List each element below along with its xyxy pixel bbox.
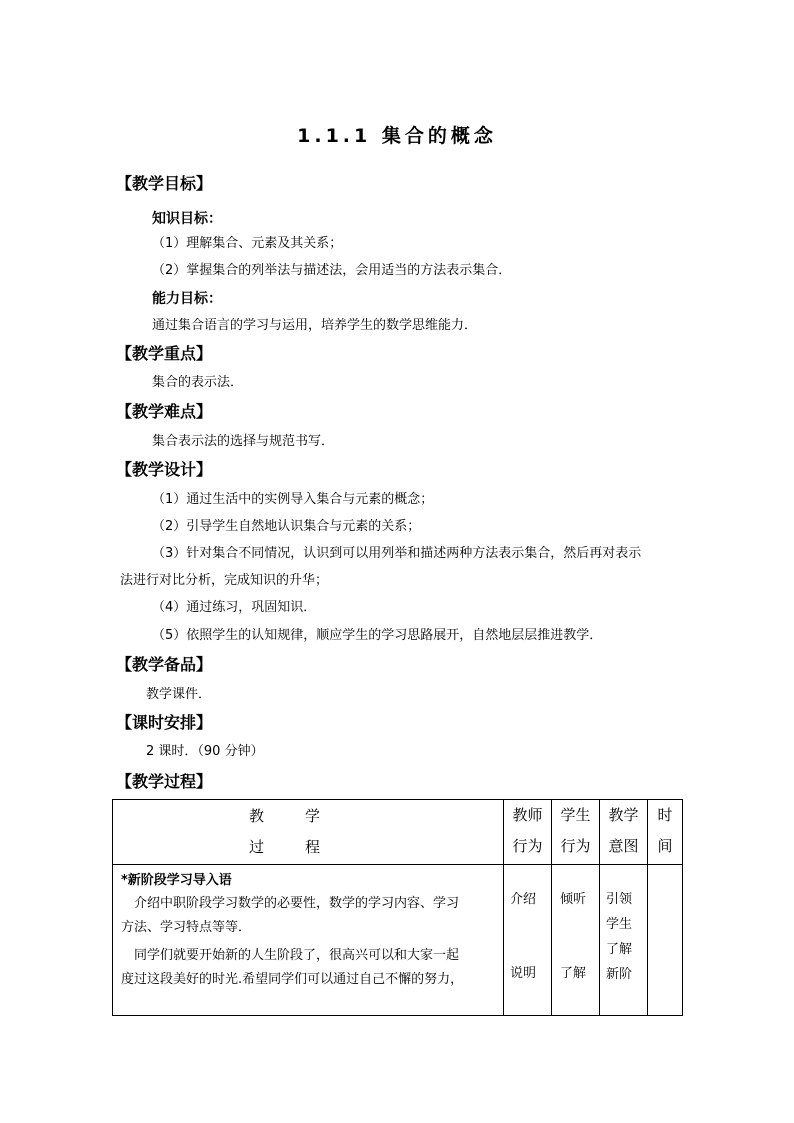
header-time-cell (648, 800, 683, 865)
header-teacher-line: 教师 (512, 806, 543, 824)
knowledge-item: （1）理解集合、元素及其关系； (152, 236, 343, 251)
design-item: （3）针对集合不同情况，认识到可以用列举和描述两种方法表示集合，然后再对表示 (152, 546, 642, 561)
intent-line: 新阶 (606, 967, 633, 982)
header-intent-line: 教学 (608, 806, 639, 824)
heading-key-points: 【教学重点】 (116, 344, 213, 363)
intent-line: 引领 (606, 892, 633, 907)
header-char: 过 (249, 838, 265, 856)
header-char: 程 (305, 838, 321, 856)
design-item: （5）依照学生的认知规律，顺应学生的学习思路展开，自然地层层推进教学． (152, 628, 603, 643)
header-time-line: 间 (657, 837, 673, 855)
header-student-line: 行为 (560, 837, 591, 855)
design-item: （4）通过练习，巩固知识． (152, 600, 317, 615)
row-line: 度过这段美好的时光.希望同学们可以通过自己不懈的努力， (121, 972, 464, 987)
heading-schedule: 【课时安排】 (116, 713, 213, 732)
header-process-cell (113, 800, 504, 865)
heading-design: 【教学设计】 (116, 460, 213, 479)
header-intent-line: 意图 (608, 837, 639, 855)
row-line: 同学们就要开始新的人生阶段了，很高兴可以和大家一起 (121, 948, 460, 963)
row-line: 介绍中职阶段学习数学的必要性，数学的学习内容、学习 (121, 896, 460, 911)
knowledge-goal-label: 知识目标： (152, 211, 222, 227)
page-title: 1.1.1 集合的概念 (297, 125, 497, 147)
time-cell (648, 865, 683, 1016)
header-teacher-line: 行为 (512, 837, 543, 855)
header-time-line: 时 (657, 806, 673, 824)
process-table (112, 799, 683, 1016)
difficulties-text: 集合表示法的选择与规范书写． (152, 434, 335, 449)
ability-goal-text: 通过集合语言的学习与运用，培养学生的数学思维能力． (152, 318, 478, 333)
heading-difficulties: 【教学难点】 (116, 402, 213, 421)
heading-objectives: 【教学目标】 (116, 174, 213, 193)
teacher-action-cell (504, 865, 552, 1016)
teacher-action: 介绍 (510, 892, 537, 907)
ability-goal-label: 能力目标： (152, 291, 222, 307)
heading-process: 【教学过程】 (116, 772, 213, 791)
key-points-text: 集合的表示法． (152, 375, 244, 390)
header-char: 学 (305, 807, 321, 825)
table-row (113, 865, 683, 1016)
student-action: 了解 (560, 966, 587, 981)
intent-line: 学生 (606, 917, 633, 932)
knowledge-item: （2）掌握集合的列举法与描述法，会用适当的方法表示集合． (152, 263, 512, 278)
header-intent-cell (600, 800, 648, 865)
materials-text: 教学课件． (146, 687, 212, 702)
row-line: 方法、学习特点等等． (121, 920, 252, 935)
schedule-text: 2 课时．（90 分钟） (146, 744, 264, 759)
design-item: （2）引导学生自然地认识集合与元素的关系； (152, 519, 421, 534)
row-title: *新阶段学习导入语 (121, 873, 232, 888)
process-content-cell (113, 865, 504, 1016)
design-item: 法进行对比分析，完成知识的升华； (120, 573, 329, 588)
design-item: （1）通过生活中的实例导入集合与元素的概念； (152, 492, 434, 507)
intent-line: 了解 (606, 942, 633, 957)
intent-cell (600, 865, 648, 1016)
header-char: 教 (249, 807, 265, 825)
header-teacher-cell (504, 800, 552, 865)
table-header-row (113, 800, 683, 865)
header-student-cell (552, 800, 600, 865)
student-action: 倾听 (560, 892, 587, 907)
heading-materials: 【教学备品】 (116, 655, 213, 674)
header-student-line: 学生 (560, 806, 591, 824)
teacher-action: 说明 (510, 966, 537, 981)
student-action-cell (552, 865, 600, 1016)
